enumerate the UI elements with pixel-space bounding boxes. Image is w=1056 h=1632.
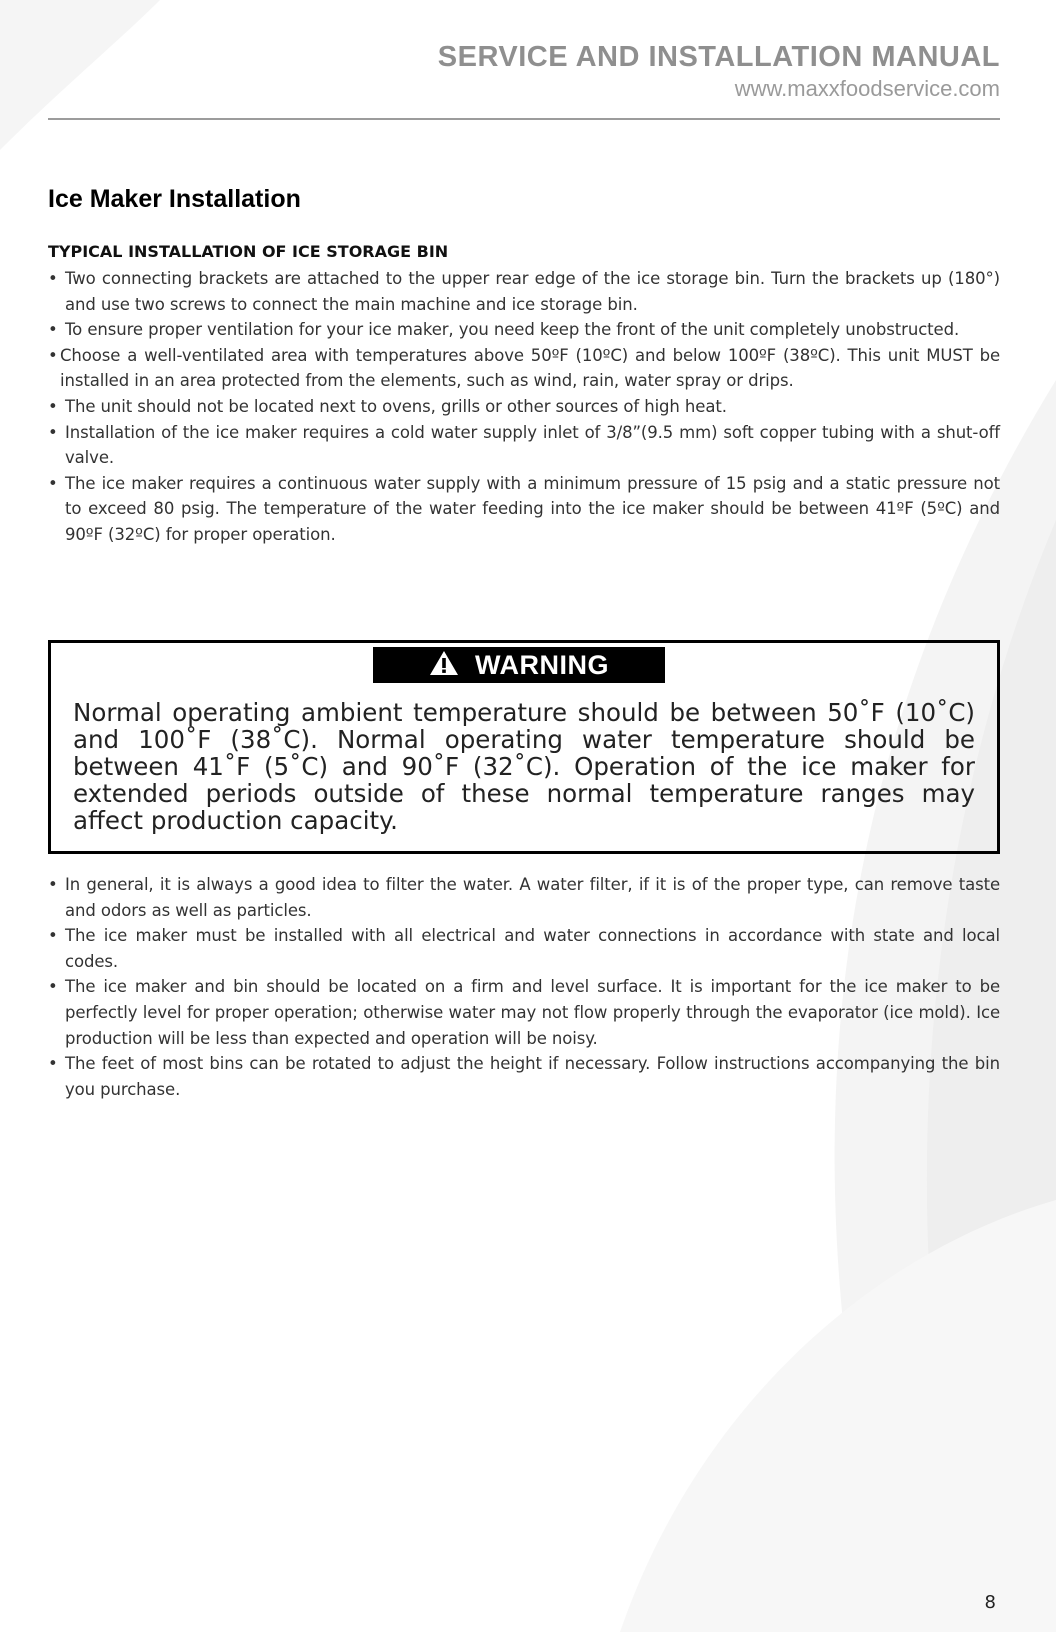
subheading: TYPICAL INSTALLATION OF ICE STORAGE BIN — [48, 242, 449, 261]
section-title: Ice Maker Installation — [48, 185, 301, 213]
list-item: • The ice maker must be installed with all electrical and water connections in accordance with state and local codes. — [48, 926, 1000, 971]
header-divider — [48, 118, 1000, 120]
list-item: • To ensure proper ventilation for your ice maker, you need keep the front of the unit completely unobstructed. — [48, 320, 960, 340]
list-item: • In general, it is always a good idea to filter the water. A water filter, if it is of the proper type, can remove taste and odors as well as particles. — [48, 875, 1000, 920]
list-item: • The ice maker and bin should be located on a firm and level surface. It is important for the ice maker to be perfectly level for proper operation; otherwise water may not flow properly through the evaporator (ice mold). Ice production will be less than expected and operation will be noisy. — [48, 977, 1000, 1048]
page-header — [438, 40, 1000, 102]
header-title: SERVICE AND INSTALLATION MANUAL — [437, 41, 1000, 73]
warning-banner — [373, 647, 665, 683]
list-item: • Two connecting brackets are attached to the upper rear edge of the ice storage bin. Turn the brackets up (180°) and use two screws to connect the main machine and ice storage bin. — [48, 269, 1000, 314]
warning-label: WARNING — [475, 649, 609, 680]
bullet-list-bottom — [48, 872, 1000, 1102]
list-item: • The feet of most bins can be rotated to adjust the height if necessary. Follow instructions accompanying the bin you purchase. — [48, 1054, 1000, 1099]
bullet-list-top — [48, 266, 1000, 548]
list-item: • The unit should not be located next to ovens, grills or other sources of high heat. — [48, 396, 727, 416]
list-item: • The ice maker requires a continuous water supply with a minimum pressure of 15 psig and a static pressure not to exceed 80 psig. The temperature of the water feeding into the ice maker should be between 41ºF (5ºC) and 90ºF (32ºC) for proper operation. — [48, 473, 1000, 544]
header-url: www.maxxfoodservice.com — [734, 76, 1000, 101]
warning-triangle-icon — [429, 650, 459, 680]
list-item: • Choose a well-ventilated area with temperatures above 50ºF (10ºC) and below 100ºF (38ºC). This unit MUST be installed in an area protected from the elements, such as wind, rain, water spray or drips. — [48, 345, 1000, 391]
list-item: • Installation of the ice maker requires a cold water supply inlet of 3/8”(9.5 mm) soft copper tubing with a shut-off valve. — [48, 422, 1000, 468]
page-number: 8 — [984, 1592, 996, 1613]
warning-text: Normal operating ambient temperature should be between 50˚F (10˚C) and 100˚F (38˚C). Normal operating water temperature should be between 41˚F (5˚C) and 90˚F (32˚C). Operation of the ice maker for extended periods outside of these normal temperature ranges may affect production capacity. — [73, 698, 975, 835]
warning-box — [48, 640, 1000, 854]
